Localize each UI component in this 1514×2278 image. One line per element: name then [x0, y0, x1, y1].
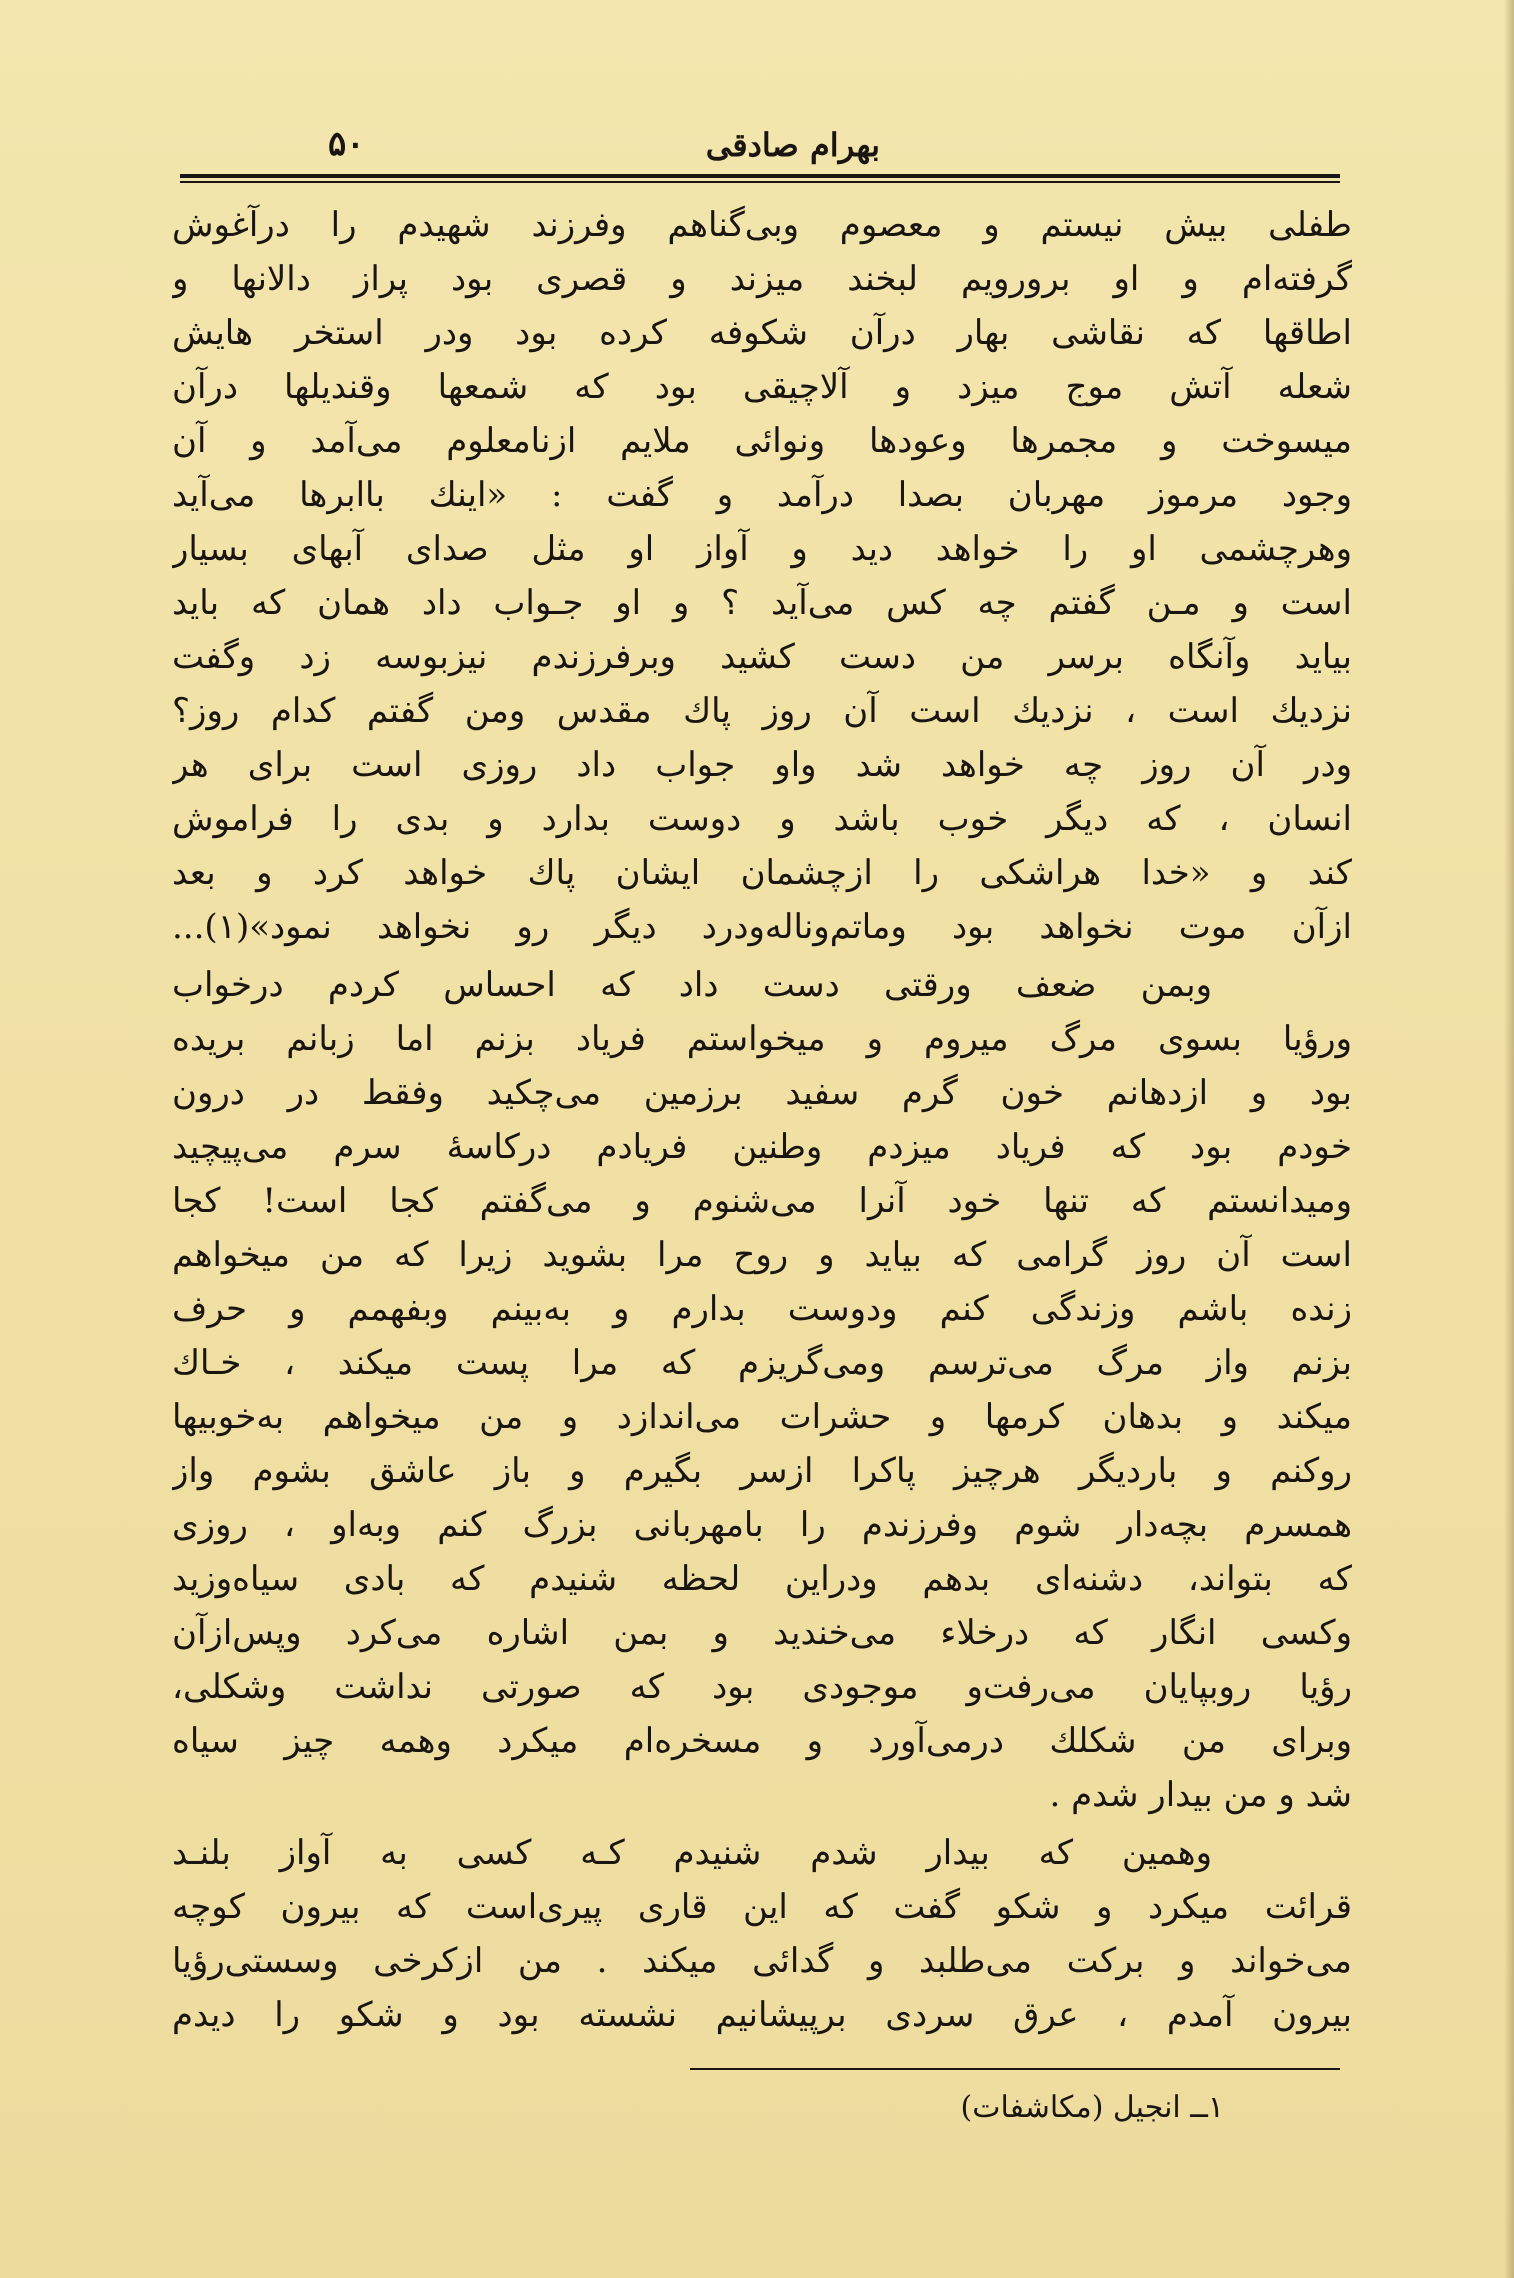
page-number: ۵۰	[328, 124, 365, 164]
text-line: همسرم بچه‌دار شوم وفرزندم را بامهربانی بزرگ کنم وبه‌او ، روزی	[172, 1505, 1352, 1545]
text-line: روکنم و باردیگر هرچیز پاکرا ازسر بگیرم و باز عاشق بشوم واز	[172, 1451, 1352, 1491]
footnote-rule	[690, 2068, 1340, 2070]
text-line: شعله آتش موج میزد و آلاچیقی بود که شمعها وقندیلها درآن	[172, 367, 1352, 407]
text-line: وهرچشمی او را خواهد دید و آواز او مثل صدای آبهای بسیار	[172, 529, 1352, 569]
text-line: کند و «خدا هراشکی را ازچشمان ایشان پاك خواهد کرد و بعد	[172, 853, 1352, 893]
text-line: وبمن ضعف ورقتی دست داد که احساس کردم درخواب	[172, 965, 1212, 1005]
text-line: شد و من بیدار شدم .	[1049, 1775, 1352, 1815]
text-line: وجود مرموز مهربان بصدا درآمد و گفت : «اینك باابرها می‌آید	[172, 475, 1352, 515]
text-line: است آن روز گرامی که بیاید و روح مرا بشوید زیرا که من میخواهم	[172, 1235, 1352, 1275]
text-line: که بتواند، دشنه‌ای بدهم ودراین لحظه شنیدم که بادی سیاه‌وزید	[172, 1559, 1352, 1599]
text-line: ورؤیا بسوی مرگ میروم و میخواستم فریاد بزنم اما زبانم بریده	[172, 1019, 1352, 1059]
page-edge-shadow	[1504, 0, 1514, 2278]
text-line: ومیدانستم که تنها خود آنرا می‌شنوم و می‌گفتم کجا است! کجا	[172, 1181, 1352, 1221]
text-line: بود و ازدهانم خون گرم سفید برزمین می‌چکید وفقط در درون	[172, 1073, 1352, 1113]
header-rule	[180, 174, 1340, 183]
page-header	[180, 118, 1340, 174]
text-line: وکسی انگار که درخلاء می‌خندید و بمن اشاره می‌کرد وپس‌ازآن	[172, 1613, 1352, 1653]
text-line: طفلی بیش نیستم و معصوم وبی‌گناهم وفرزند شهیدم را درآغوش	[172, 205, 1352, 245]
text-line: وهمین که بیدار شدم شنیدم کـه کسی به آواز بلنـد	[172, 1833, 1212, 1873]
text-line: بیرون آمدم ، عرق سردی برپیشانیم نشسته بود و شکو را دیدم	[172, 1995, 1352, 2035]
text-line: زنده باشم وزندگی کنم ودوست بدارم و به‌بینم وبفهمم و حرف	[172, 1289, 1352, 1329]
paragraph-2	[172, 958, 1352, 1822]
text-line: رؤیا روبپایان می‌رفت‌و موجودی بود که صورتی نداشت وشکلی،	[172, 1667, 1352, 1707]
text-line: ودر آن روز چه خواهد شد واو جواب داد روزی است برای هر	[172, 745, 1352, 785]
text-line: گرفته‌ام و او برورویم لبخند میزند و قصری بود پراز دالانها و	[172, 259, 1352, 299]
text-line: خودم بود که فریاد میزدم وطنین فریادم درکاسهٔ سرم می‌پیچید	[172, 1127, 1352, 1167]
text-line: ازآن موت نخواهد بود وماتم‌وناله‌ودرد دیگر رو نخواهد نمود»(۱)...	[172, 907, 1352, 947]
text-line: نزدیك است ، نزدیك است آن روز پاك مقدس ومن گفتم کدام روز؟	[172, 691, 1352, 731]
paragraph-3	[172, 1826, 1352, 2042]
text-line: میسوخت و مجمرها وعودها ونوائی ملایم ازنامعلوم می‌آمد و آن	[172, 421, 1352, 461]
text-line: اطاقها که نقاشی بهار درآن شکوفه کرده بود ودر استخر هایش	[172, 313, 1352, 353]
text-line: قرائت میکرد و شکو گفت که این قاری پیری‌است که بیرون کوچه	[172, 1887, 1352, 1927]
text-line: انسان ، که دیگر خوب باشد و دوست بدارد و بدی را فراموش	[172, 799, 1352, 839]
running-title: بهرام صادقی	[705, 126, 880, 164]
body-text	[172, 198, 1352, 2042]
text-line: میکند و بدهان کرمها و حشرات می‌اندازد و من میخواهم به‌خوبیها	[172, 1397, 1352, 1437]
text-line: بزنم واز مرگ می‌ترسم ومی‌گریزم که مرا پست میکند ، خـاك	[172, 1343, 1352, 1383]
text-line: بیاید وآنگاه برسر من دست کشید وبرفرزندم نیزبوسه زد وگفت	[172, 637, 1352, 677]
text-line: است و مـن گفتم چه کس می‌آید ؟ و او جـواب داد همان که باید	[172, 583, 1352, 623]
text-line: وبرای من شکلك درمی‌آورد و مسخره‌ام میکرد وهمه چیز سیاه	[172, 1721, 1352, 1761]
paragraph-1	[172, 198, 1352, 954]
text-line: می‌خواند و برکت می‌طلبد و گدائی میکند . من ازکرخی وسستی‌رؤیا	[172, 1941, 1352, 1981]
footnote: ۱ــ انجیل (مکاشفات)	[960, 2090, 1224, 2125]
